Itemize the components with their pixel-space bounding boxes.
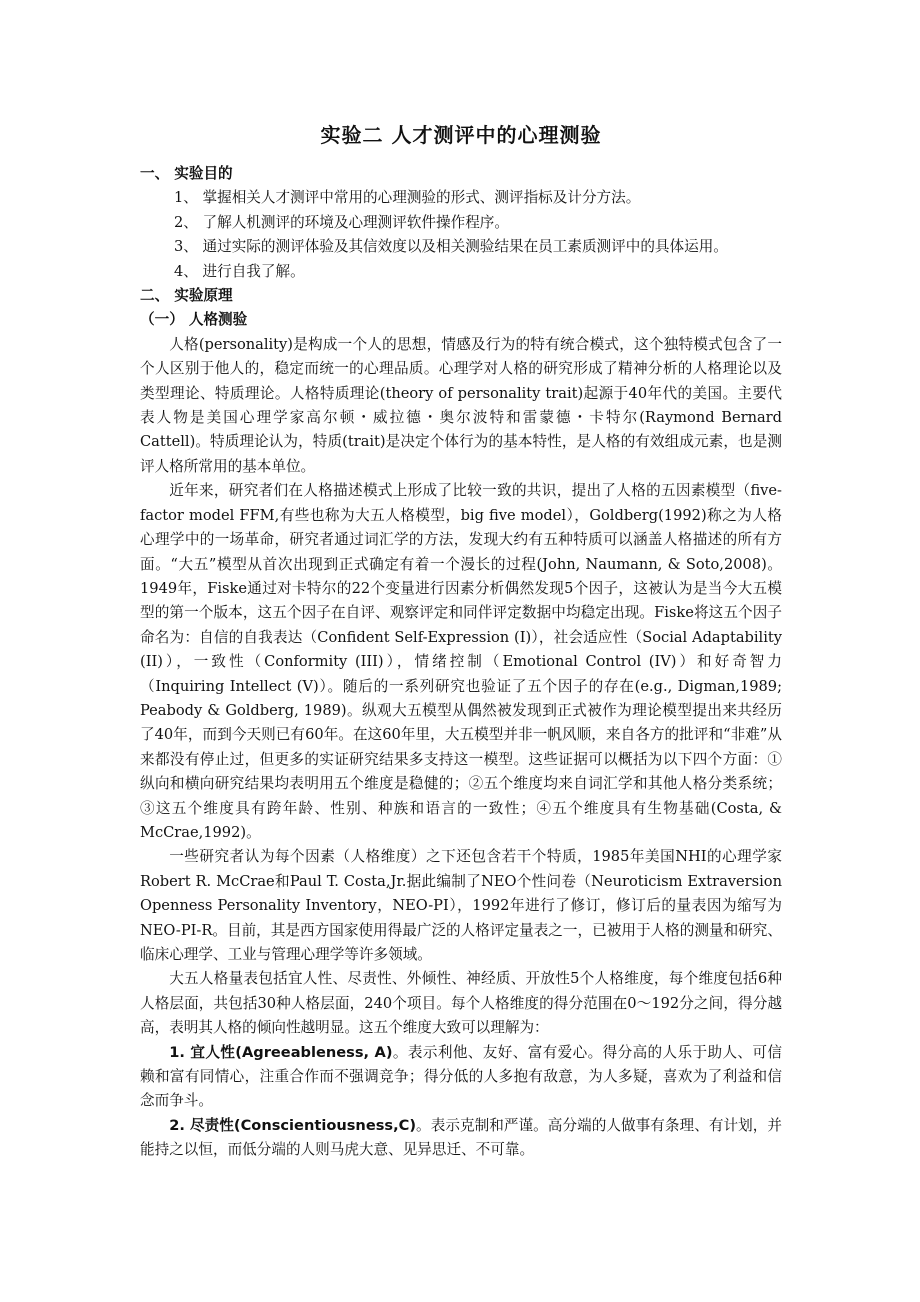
paragraph: 近年来，研究者们在人格描述模式上形成了比较一致的共识，提出了人格的五因素模型（five- factor model FFM,有些也称为大五人格模型，big five model），Goldberg(1992)称之为人格心理学中的一场革命，研究者通过词汇学的方法，发现大约有五种特质可以涵盖人格描述的所有方面。“大五”模型从首次出现到正式确定有着一个漫长的过程(John, Naumann, & Soto,2008)。1949年，Fiske通过对卡特尔的22个变量进行因素分析偶然发现5个因子，这被认为是当今大五模型的第一个版本，这五个因子在自评、观察评定和同伴评定数据中均稳定出现。Fiske将这五个因子命名为：自信的自我表达（Confident Self-Expression (I)），社会适应性（Social Adaptability (II)），一致性（Conformity (III)），情绪控制（Emotional Control (IV)）和好奇智力（Inquiring Intellect (V)）。随后的一系列研究也验证了五个因子的存在(e.g., Digman,1989; Peabody & Goldberg, 1989)。纵观大五模型从偶然被发现到正式被作为理论模型提出来共经历了40年，而到今天则已有60年。在这60年里，大五模型并非一帆风顺，来自各方的批评和“非难”从来都没有停止过，但更多的实证研究结果多支持这一模型。这些证据可以概括为以下四个方面：①纵向和横向研究结果均表明用五个维度是稳健的；②五个维度均来自词汇学和其他人格分类系统；③这五个维度具有跨年龄、性别、种族和语言的一致性；④五个维度具有生物基础(Costa, & McCrae,1992)。 bbox=[140, 482, 782, 841]
dimension-text: 。表示利他、友好、富有爱心。得分高的人乐于助人、可信赖和富有同情心，注重合作而不强调竞争；得分低的人多抱有敌意，为人多疑，喜欢为了利益和信念而争斗。 bbox=[140, 1043, 782, 1110]
dimension-agreeableness bbox=[140, 1041, 782, 1114]
paragraph: 人格(personality)是构成一个人的思想，情感及行为的特有统合模式，这个独特模式包含了一个人区别于他人的，稳定而统一的心理品质。心理学对人格的研究形成了精神分析的人格理论以及类型理论、特质理论。人格特质理论(theory of personality trait)起源于40年代的美国。主要代表人物是美国心理学家高尔顿・威拉德・奥尔波特和雷蒙德・卡特尔(Raymond Bernard Cattell)。特质理论认为，特质(trait)是决定个体行为的基本特性，是人格的有效组成元素，也是测评人格所常用的基本单位。 bbox=[140, 335, 782, 475]
dimension-label: 1. 宜人性(Agreeableness, A) bbox=[169, 1043, 393, 1061]
dimension-conscientiousness bbox=[140, 1114, 782, 1163]
purpose-list bbox=[140, 186, 782, 284]
list-item: 1、 掌握相关人才测评中常用的心理测验的形式、测评指标及计分方法。 bbox=[174, 189, 641, 207]
dimension-text: 。表示克制和严谨。高分端的人做事有条理、有计划，并能持之以恒，而低分端的人则马虎大意、见异思迁、不可靠。 bbox=[140, 1116, 782, 1159]
section-heading-principle: 二、 实验原理 bbox=[140, 287, 233, 305]
document-page bbox=[140, 120, 782, 1163]
paragraph: 一些研究者认为每个因素（人格维度）之下还包含若干个特质，1985年美国NHI的心理学家Robert R. McCrae和Paul T. Costa,Jr.据此编制了NEO个性问卷（Neuroticism Extraversion Openness Personality Inventory，NEO-PI），1992年进行了修订，修订后的量表因为缩写为NEO-PI-R。目前，其是西方国家使用得最广泛的人格评定量表之一，已被用于人格的测量和研究、临床心理学、工业与管理心理学等许多领域。 bbox=[140, 848, 782, 963]
section-heading-purpose: 一、 实验目的 bbox=[140, 165, 233, 182]
subsection-heading-personality-test: （一） 人格测验 bbox=[140, 311, 248, 329]
list-item: 4、 进行自我了解。 bbox=[174, 262, 305, 280]
paragraph: 大五人格量表包括宜人性、尽责性、外倾性、神经质、开放性5个人格维度，每个维度包括6种人格层面，共包括30种人格层面，240个项目。每个人格维度的得分范围在0～192分之间，得分越高，表明其人格的倾向性越明显。这五个维度大致可以理解为： bbox=[140, 970, 782, 1037]
list-item: 3、 通过实际的测评体验及其信效度以及相关测验结果在员工素质测评中的具体运用。 bbox=[174, 238, 728, 256]
list-item: 2、 了解人机测评的环境及心理测评软件操作程序。 bbox=[174, 213, 509, 231]
document-title: 实验二 人才测评中的心理测验 bbox=[320, 123, 602, 147]
dimension-label: 2. 尽责性(Conscientiousness,C) bbox=[169, 1116, 417, 1134]
